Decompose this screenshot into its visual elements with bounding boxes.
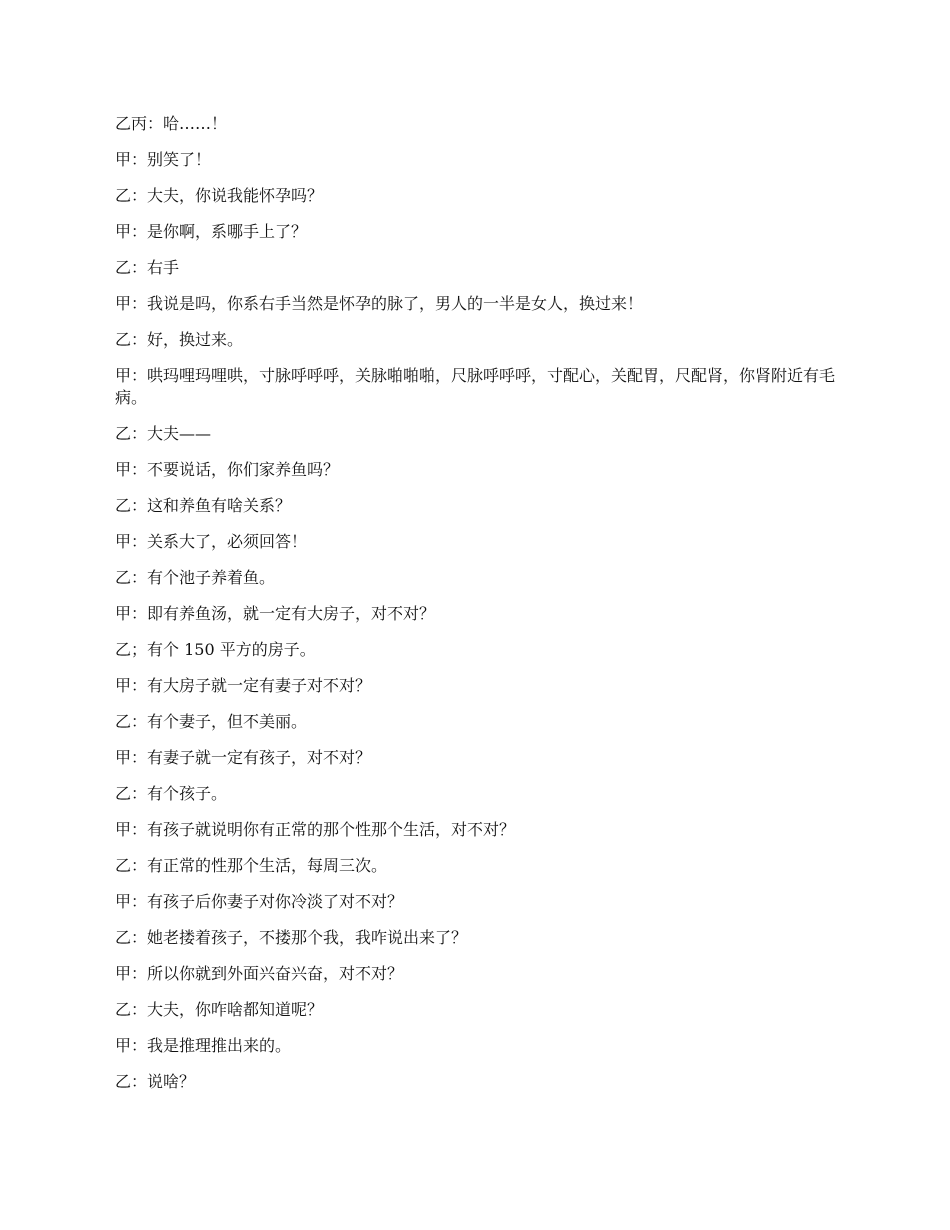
dialogue-line: 甲：有孩子后你妻子对你冷淡了对不对？ <box>115 892 404 911</box>
dialogue-line: 乙：说啥？ <box>115 1072 196 1091</box>
dialogue-line: 甲：所以你就到外面兴奋兴奋，对不对？ <box>115 964 404 983</box>
dialogue-line: 乙丙：哈……！ <box>115 114 228 133</box>
dialogue-line: 乙：好，换过来。 <box>115 330 244 349</box>
dialogue-line: 乙：右手 <box>115 258 180 277</box>
dialogue-line: 乙：这和养鱼有啥关系？ <box>115 496 292 515</box>
dialogue-line: 甲：有大房子就一定有妻子对不对？ <box>115 676 372 695</box>
dialogue-line: 甲：有孩子就说明你有正常的那个性那个生活，对不对？ <box>115 820 516 839</box>
dialogue-line: 乙：她老搂着孩子，不搂那个我，我咋说出来了？ <box>115 928 468 947</box>
dialogue-line: 甲：是你啊，系哪手上了？ <box>115 222 308 241</box>
dialogue-line: 甲：哄玛哩玛哩哄，寸脉呼呼呼，关脉啪啪啪，尺脉呼呼呼，寸配心，关配胃，尺配肾，你肾附近有毛病。 <box>115 366 836 407</box>
dialogue-line: 乙：大夫—— <box>115 424 212 443</box>
dialogue-line: 乙：有个孩子。 <box>115 784 228 803</box>
dialogue-line: 甲：别笑了！ <box>115 150 212 169</box>
dialogue-line: 乙：有个妻子，但不美丽。 <box>115 712 308 731</box>
dialogue-line: 甲：我是推理推出来的。 <box>115 1036 292 1055</box>
dialogue-line: 乙：有正常的性那个生活，每周三次。 <box>115 856 388 875</box>
dialogue-line: 甲：有妻子就一定有孩子，对不对？ <box>115 748 372 767</box>
dialogue-line: 甲：不要说话，你们家养鱼吗？ <box>115 460 340 479</box>
dialogue-line: 甲：我说是吗，你系右手当然是怀孕的脉了，男人的一半是女人，换过来！ <box>115 294 644 313</box>
dialogue-line: 乙：大夫，你咋啥都知道呢？ <box>115 1000 324 1019</box>
dialogue-line: 甲：关系大了，必须回答！ <box>115 532 308 551</box>
document-page <box>115 113 845 1107</box>
dialogue-line: 甲：即有养鱼汤，就一定有大房子，对不对？ <box>115 604 436 623</box>
dialogue-line: 乙；有个 150 平方的房子。 <box>115 640 316 659</box>
dialogue-line: 乙：有个池子养着鱼。 <box>115 568 276 587</box>
dialogue-line: 乙：大夫，你说我能怀孕吗？ <box>115 186 324 205</box>
